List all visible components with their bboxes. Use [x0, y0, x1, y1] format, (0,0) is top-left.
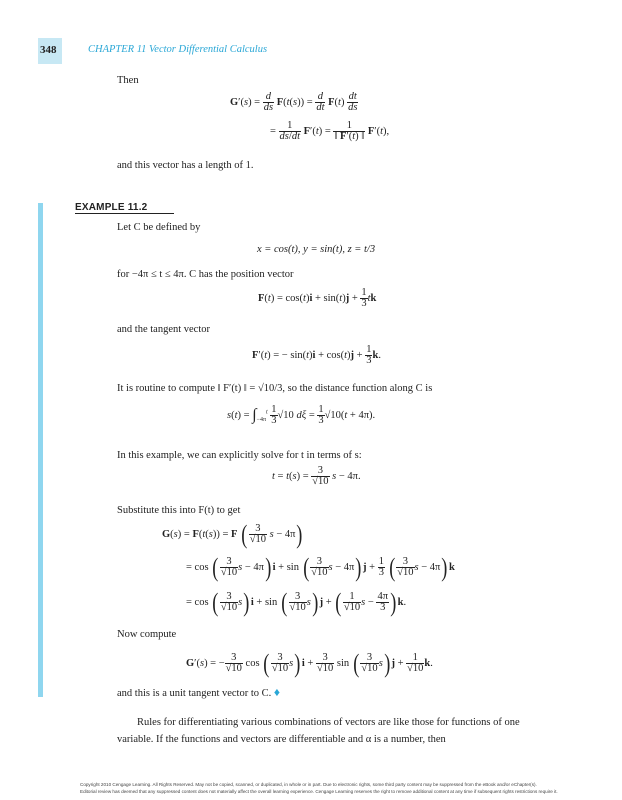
let-c-text: Let C be defined by — [117, 222, 201, 233]
g-of-s-line1: G(s) = F(t(s)) = F ( $\frac{3}{√10}$ s − 4π) — [162, 519, 303, 549]
g-prime-of-s-equation: G′(s) = − $\frac{3}{√10}$ cos ( $\frac{3}{√10}$ s)i + $\frac{3}{√10}$ sin ( $\frac{3}{√10}$ s)j + $\frac{1}{√10}$ k. — [186, 648, 433, 678]
curve-equation: x = cos(t), y = sin(t), z = t/3 — [257, 244, 376, 255]
g-of-s-line2: = cos ( $\frac{3}{√10}$ s − 4π)i + sin ( $\frac{3}{√10}$ s − 4π)j + $\frac{1}{3}$ ( $\frac{3}{√10}$ s − 4π)k — [186, 552, 455, 582]
g-of-s-line3: = cos ( $\frac{3}{√10}$ s)i + sin ( $\frac{3}{√10}$ s)j + ( $\frac{1}{√10}$ s − $\frac{4\pi}{3}$ )k. — [186, 587, 407, 617]
page-number: 348 — [40, 44, 57, 56]
end-of-example-diamond-icon: ♦ — [273, 685, 281, 699]
position-vector-equation: F(t) = cos(t)i + sin(t)j + $\frac{1}{3}$ tk — [258, 287, 377, 309]
tangent-vector-equation: F′(t) = − sin(t)i + cos(t)j + $\frac{1}{3}$ k. — [252, 344, 381, 366]
copyright-footer-line2: Editorial review has deemed that any suppressed content does not materially affect the overall learning experience. Cengage Learning reserves the right to remove additional content at any time if subsequent rights restrictions require it. — [80, 789, 558, 794]
unit-tangent-text: and this is a unit tangent vector to C. — [117, 688, 272, 699]
length-note: and this vector has a length of 1. — [117, 160, 254, 171]
example-sidebar-bar — [38, 203, 43, 697]
equation-g-prime-line2: = $\frac{1}{ds/dt}$ F′(t) = $\frac{1}{‖ F'(t) ‖}$ F′(t), — [270, 120, 390, 142]
rules-text-line1: Rules for differentiating various combinations of vectors are like those for functions of one — [137, 717, 520, 728]
chapter-title: CHAPTER 11 Vector Differential Calculus — [88, 44, 268, 55]
range-text: for −4π ≤ t ≤ 4π. C has the position vector — [117, 269, 294, 280]
then-text: Then — [117, 75, 139, 86]
example-title: EXAMPLE 11.2 — [75, 202, 148, 213]
copyright-footer-line1: Copyright 2010 Cengage Learning. All Rights Reserved. May not be copied, scanned, or duplicated, in whole or in part. Due to electronic rights, some third party content may be suppressed from the eBook and/or eChapter(s). — [80, 782, 537, 787]
explicit-text: In this example, we can explicitly solve for t in terms of s: — [117, 450, 362, 461]
now-compute-text: Now compute — [117, 629, 177, 640]
tangent-vector-text: and the tangent vector — [117, 324, 211, 335]
t-of-s-equation: t = t(s) = $\frac{3}{√10}$ s − 4π. — [272, 465, 361, 487]
unit-tangent-line — [117, 686, 280, 700]
rules-text-line2: variable. If the functions and vectors are differentiable and α is a number, then — [117, 734, 446, 745]
substitute-text: Substitute this into F(t) to get — [117, 505, 241, 516]
example-title-rule — [75, 213, 174, 214]
distance-function-equation: $s(t) = \int_{-4\pi}^t$ $\frac{1}{3}$ √10 dξ = $\frac{1}{3}$ √10(t + 4π). — [227, 404, 376, 426]
equation-g-prime-line1: G′(s) = $\frac{d}{ds}$ F(t(s)) = $\frac{d}{dt}$ F(t) $\frac{dt}{ds}$ — [230, 91, 358, 113]
routine-text: It is routine to compute ‖ F′(t) ‖ = √10/3, so the distance function along C is — [117, 383, 433, 394]
